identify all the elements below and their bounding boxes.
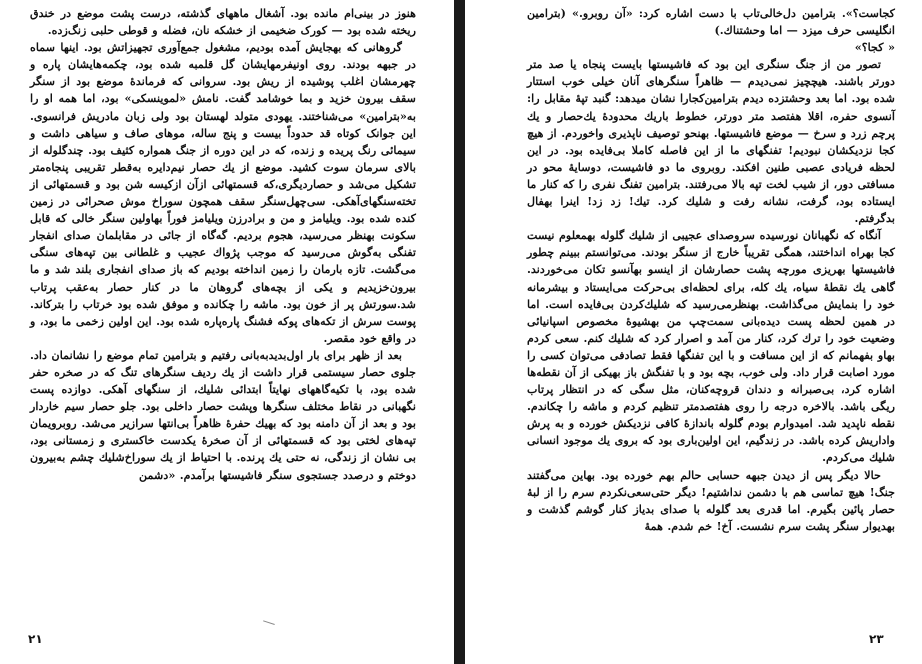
left-paragraph-2: گروهانی که بهجایش آمده بودیم، مشغول جمع‌آوری تجهیزاتش بود. اینها سماه در جبهه بودند. روی اونیفرمهایشان گل قلمبه شده بود، چکمه‌هایشان پاره و چهرمشان اغلب پوشیده از ریش بود. سروانی که فرماندهٔ موضع بود از سنگر سقف بیرون خزید و بما خوشامد گفت. نامش «لموینسکی» بود، اما همه او را به«بترامین» می‌شناختند. یهودی متولد لهستان بود ولی زبان مادریش فرانسوی. این جوانک کوتاه قد حدوداً بیست و پنج ساله، موهای صاف و سیاهی داشت و سیمائی رنگ پریده و زنده، که در این دوره از جنگ همواره کثیف بود. چندگلوله از بالای سرمان سوت کشید. موضع از یك حصار نیم‌دایره به‌قطر تقریبی پنجاه‌متر تشکیل می‌شد و حصاردیگری،که قسمتهائی ازآن ازکیسه شن بود و قسمتهائی از تخته‌سنگهای‌آهکی. سی‌چهل‌سنگر سقف همچون سوراخ موش صحرائی در زمین کنده شده بود. ویلیامز و من و برادرزن ویلیامز فوراً بهاولین سنگر خالی که قابل سکونت بهنظر می‌رسید، هجوم بردیم. گه‌گاه از جائی در مقابلمان صدای انفجار تفنگی به‌گوش می‌رسید که موجب پژواك عجیب و غلطانی بین تپه‌های سنگی می‌گشت. تازه بارمان را زمین انداخته بودیم که باز صدای انفجاری بلند شد و ما بیرون‌خزیدیم و یکی از بچه‌های گروهان ما در کنار حصار به‌عقب پرتاب شد.سورتش پر از خون بود. ماشه را چکانده و موفق شده بود خرتاب را بترکاند. پوست سرش از تکه‌های پوکه فشنگ پاره‌پاره شده بود. این اولین زخمی ما بود، و در واقع خود مقصر.: [30, 40, 416, 345]
book-gutter: [454, 0, 465, 664]
left-paragraph-1: هنوز در بینی‌ام مانده بود. آشغال ماههای گذشته، درست پشت موضع در خندق ریخته شده بود — کورک ضخیمی از خشکه نان، فضله و قوطی حلبی زنگ‌زده.: [30, 6, 416, 38]
right-paragraph-3: تصور من از جنگ سنگری این بود که فاشیستها بایست پنجاه یا صد متر دورتر باشند. هیچچیز نمی‌دیدم — ظاهراً سنگرهای آنان خیلی خوب استتار شده بود. اما بعد وحشتزده دیدم بترامین‌کجارا نشان میدهد: گنبد تپهٔ مقابل را: آنسوی حفره، اقلا هفتصد متر دورتر، خطوط باریك محدودهٔ یك‌حصار و یك پرچم زرد و سرخ — موضع فاشیستها. بهنحو توصیف ناپذیری وا‌خوردم. از هیچ کجا نزدیکشان نبودیم! تفنگهای ما از این فاصله کاملا بی‌فایده بود. در این لحظه فریادی عصبی طنین افکند. روبروی ما دو فاشیست، دوسایهٔ محو در مسافتی دور، از شیب لخت تپه بالا می‌رفتند. بترامین تفنگ نفری را که کنار ما ایستاده بود، گرفت، نشانه رفت و شلیك کرد. تیك! زد زد! اینرا بهفال بدگرفتم.: [527, 57, 895, 226]
left-page: [0, 0, 454, 664]
pencil-mark: [261, 620, 275, 630]
left-page-text: [30, 5, 416, 484]
left-paragraph-3: بعد از ظهر برای بار اول‌بدیدبه‌بانی رفتیم و بترامین تمام موضع را نشانمان داد. جلوی حصار سیستمی قرار داشت از یك ردیف سنگرهای تنگ که در صخره حفر شده بود، با تکیه‌گاههای نهایتاً ابتدائی شلیك، از سنگهای آهکی. دوازده پست نگهبانی در نقاط مختلف سنگرها وپشت حصار داخلی بود. جلو حصار سیم خاردار بود و بعد از آن دامنه بود که بهیك حفرهٔ ظاهراً بی‌انتها سرازیر می‌شد. روبرویمان تپه‌های لختی بود که قسمتهائی از آن صخرهٔ یکدست خاکستری و زمستانی بود، بی نشان از زندگی، نه حتی یك پرنده. با احتیاط از یك سوراخ‌شلیك چشم به‌بیرون دوختم و درصدد جستجوی سنگر فاشیستها برآمدم. «دشمن: [30, 347, 416, 482]
right-paragraph-2: « کجا؟»: [854, 40, 895, 55]
right-page: [465, 0, 922, 664]
right-paragraph-5: حالا دیگر پس از دیدن جبهه حسابی حالم بهم خورده بود. بهاین می‌گفتند جنگ! هیچ تماسی هم با دشمن نداشتیم! دیگر حتی‌سعی‌نکردم سرم را از لبهٔ حصار پائین بگیرم. اما قدری بعد گلوله با صدای بدیاز کنار گوشم گذشت و بهدیوار سنگر پشت سرم نشست. آخ! خم شدم. همهٔ: [527, 467, 895, 533]
right-page-number: ۲۳: [869, 632, 884, 646]
right-page-text: [527, 5, 895, 535]
right-paragraph-1: کجاست؟». بترامین دل‌خالی‌تاب با دست اشاره کرد: «آن روبرو.» (بترامین انگلیسی حرف میزد — اما وحشتناك.): [527, 6, 895, 38]
right-paragraph-4: آنگاه که نگهبانان نورسیده سروصدای عجیبی از شلیك گلوله بهمعلوم نیست کجا بهراه انداختند، همگی تقریباً خارج از سنگر بودند. می‌توانستم ببینم چطور فاشیستها بهریزی مورچه پشت حصارشان از اینسو بهآنسو تکان می‌خوردند. گاهی یك نقطهٔ سیاه، یك کله، برای لحظه‌ای بی‌حرکت می‌ایستاد و بیشرمانه خود را بنمایش می‌گذاشت. بهنظرمی‌رسید که شلیك‌کردن بی‌فایده است. اما در همین لحظه پست دیده‌بانی سمت‌چپ من بهشیوهٔ مخصوص اسپانیائی وضعیت خود را ترك کرد، کنار من آمد و اصرار کرد که شلیك کنم. سعی کردم بهاو بفهمانم که از این مسافت و با این تفنگها فقط تصادفی می‌توان کسی را مورد اصابت قرار داد. ولی خوب، بچه بود و با تفنگش باز بهیکی از آن نقطه‌ها اشاره کرد، بی‌صبرانه و دندان قروچه‌کنان، مثل سگی که در انتظار پرتاب ریگی باشد. بالاخره درجه را روی هفتصدمتر تنظیم کردم و ماشه را چکاندم. نقطه ناپدید شد. امیدوارم بودم گلوله باندازهٔ کافی نزدیکش خورده و به پرش واداریش کرده باشد. در زندگیم، این اولین‌باری بود که بروی یك موجود انسانی شلیك می‌کردم.: [527, 228, 895, 465]
left-page-number: ۲۱: [28, 632, 43, 646]
